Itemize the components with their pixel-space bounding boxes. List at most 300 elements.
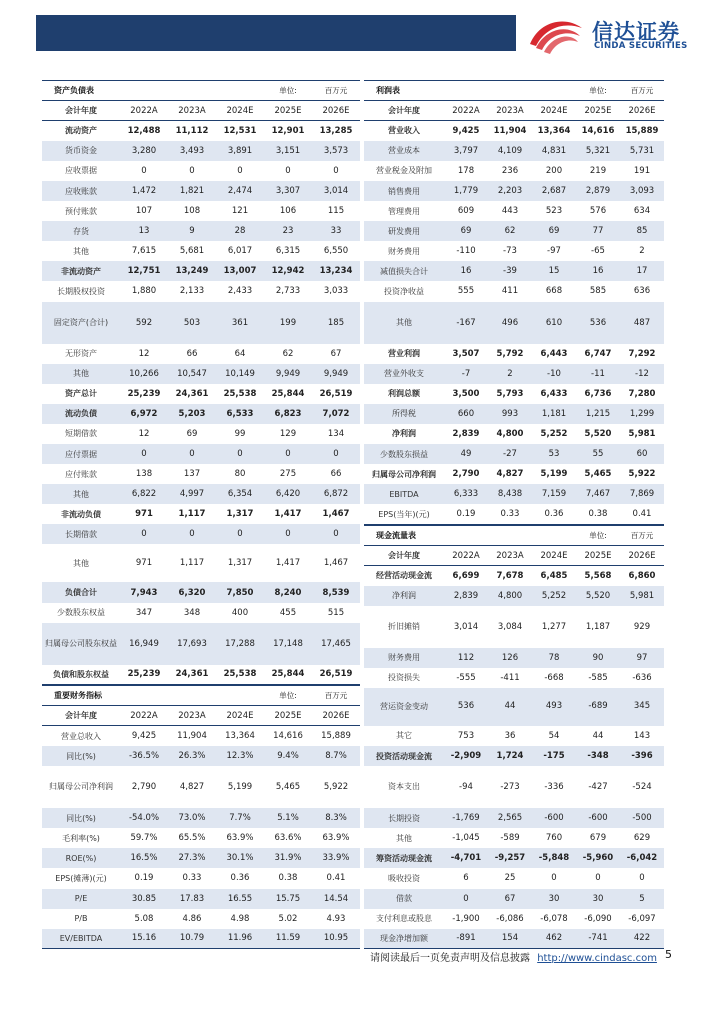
value-cell: -27	[488, 444, 532, 464]
value-cell: 5.08	[134, 913, 154, 924]
value-cell: 55	[576, 444, 620, 464]
value-cell: -689	[576, 688, 620, 726]
header-cell: 2026E	[620, 545, 664, 565]
row-label: 营业成本	[364, 141, 444, 161]
value-cell: 200	[545, 165, 563, 176]
value-cell: 63.9%	[226, 833, 254, 844]
header-cell: 2022A	[444, 545, 488, 565]
row-label: 长期投资	[364, 808, 444, 828]
value-cell: 10,266	[120, 364, 168, 384]
table-row	[364, 241, 664, 261]
value-cell: 576	[589, 206, 607, 217]
value-cell: 585	[589, 286, 607, 297]
value-cell: 1,317	[226, 509, 254, 520]
value-cell: 13	[120, 221, 168, 241]
value-cell: 275	[279, 469, 297, 480]
value-cell: 12,942	[264, 261, 312, 281]
table-row	[364, 384, 664, 404]
header-cell: 2024E	[216, 101, 264, 121]
value-cell: 11,112	[175, 125, 209, 136]
value-cell: -1,769	[444, 808, 488, 828]
value-cell: 5	[620, 889, 664, 909]
value-cell: 12	[138, 348, 150, 359]
value-cell: 4,109	[488, 141, 532, 161]
value-cell: 4,800	[488, 586, 532, 606]
row-label: 资产总计	[65, 389, 97, 399]
value-cell: 760	[545, 833, 563, 844]
table-row	[364, 424, 664, 444]
value-cell: 137	[183, 469, 201, 480]
row-label: 其他	[73, 558, 89, 568]
value-cell: 5,568	[584, 570, 612, 581]
header-cell: 2024E	[532, 101, 576, 121]
value-cell: 2,474	[216, 181, 264, 201]
value-cell: 345	[620, 688, 664, 726]
value-cell: 0	[216, 444, 264, 464]
row-label: 应收账款	[42, 181, 120, 201]
cash-flow-unit-label: 单位:	[576, 525, 620, 545]
value-cell: 2,733	[275, 286, 301, 297]
value-cell: 3,280	[120, 141, 168, 161]
value-cell: 63.9%	[322, 833, 350, 844]
value-cell: -396	[620, 746, 664, 766]
row-label: 净利润	[364, 586, 444, 606]
value-cell: 67	[488, 889, 532, 909]
table-row	[364, 766, 664, 808]
value-cell: 14.54	[312, 889, 360, 909]
row-label: 营业收入	[388, 126, 420, 136]
table-row	[364, 281, 664, 301]
value-cell: 1,117	[178, 509, 206, 520]
table-row	[364, 261, 664, 281]
value-cell: 2	[639, 246, 645, 257]
row-label: 折旧摊销	[388, 621, 420, 631]
value-cell: 6,747	[584, 348, 612, 359]
table-row	[42, 665, 360, 685]
value-cell: 3,573	[312, 141, 360, 161]
value-cell: -39	[488, 261, 532, 281]
value-cell: 634	[633, 206, 651, 217]
value-cell: 400	[231, 607, 249, 618]
right-column	[364, 80, 664, 949]
value-cell: -589	[500, 833, 520, 844]
value-cell: 44	[592, 730, 604, 741]
key-metrics-body	[42, 726, 360, 949]
value-cell: 5,922	[323, 782, 349, 793]
value-cell: 679	[589, 833, 607, 844]
value-cell: 85	[620, 221, 664, 241]
value-cell: 3,500	[452, 388, 480, 399]
table-row	[364, 566, 664, 586]
value-cell: 5.1%	[264, 808, 312, 828]
value-cell: 10.79	[168, 929, 216, 949]
value-cell: 6,822	[120, 484, 168, 504]
value-cell: 5,792	[496, 348, 524, 359]
value-cell: 66	[330, 469, 342, 480]
value-cell: -1,900	[452, 913, 480, 924]
value-cell: 11,904	[177, 731, 207, 742]
row-label: 投资活动现金流	[364, 746, 444, 766]
value-cell: -524	[632, 782, 652, 793]
table-row	[42, 404, 360, 424]
header-cell: 2022A	[444, 101, 488, 121]
value-cell: 99	[234, 428, 246, 439]
value-cell: -5,960	[576, 848, 620, 868]
value-cell: -6,097	[628, 913, 656, 924]
value-cell: 4.86	[182, 913, 202, 924]
value-cell: 33	[312, 221, 360, 241]
value-cell: 9,425	[131, 731, 157, 742]
value-cell: 4,800	[496, 428, 524, 439]
value-cell: 25,844	[264, 665, 312, 685]
row-label: 少数股东权益	[57, 608, 105, 618]
table-row	[364, 364, 664, 384]
value-cell: 1,472	[120, 181, 168, 201]
table-row	[364, 828, 664, 848]
value-cell: 4,997	[168, 484, 216, 504]
value-cell: 63.6%	[274, 833, 302, 844]
value-cell: -411	[500, 672, 520, 683]
income-statement-header-row	[364, 101, 664, 121]
table-row	[364, 688, 664, 726]
value-cell: -500	[620, 808, 664, 828]
value-cell: 2,433	[227, 286, 253, 297]
value-cell: 6,333	[444, 484, 488, 504]
value-cell: 0	[285, 165, 291, 176]
row-label: EPS(当年)(元)	[364, 504, 444, 524]
value-cell: 4,831	[532, 141, 576, 161]
value-cell: 3,084	[497, 621, 523, 632]
footer-url-link[interactable]: http://www.cindasc.com	[537, 953, 657, 964]
row-label: 管理费用	[388, 206, 420, 216]
value-cell: 13,007	[216, 261, 264, 281]
value-cell: 77	[576, 221, 620, 241]
value-cell: 33.9%	[312, 848, 360, 868]
value-cell: 0	[120, 524, 168, 544]
cash-flow-table	[364, 525, 664, 949]
value-cell: -2,909	[444, 746, 488, 766]
value-cell: 487	[620, 302, 664, 344]
value-cell: 0	[312, 524, 360, 544]
value-cell: 3,014	[453, 621, 479, 632]
value-cell: 11.59	[264, 929, 312, 949]
row-label: 同比(%)	[42, 808, 120, 828]
value-cell: 73.0%	[168, 808, 216, 828]
value-cell: 154	[488, 929, 532, 949]
table-row	[42, 808, 360, 828]
value-cell: 12,901	[271, 125, 305, 136]
value-cell: -73	[503, 246, 517, 257]
value-cell: 6,354	[216, 484, 264, 504]
value-cell: -600	[576, 808, 620, 828]
value-cell: 12,488	[127, 125, 161, 136]
table-row	[42, 603, 360, 623]
cash-flow-body	[364, 566, 664, 949]
value-cell: 660	[444, 404, 488, 424]
table-row	[364, 668, 664, 688]
header-cell: 2022A	[120, 101, 168, 121]
row-label: 投资净收益	[384, 286, 424, 296]
row-label: 投资损失	[388, 673, 420, 683]
value-cell: 668	[545, 286, 563, 297]
value-cell: 609	[457, 206, 475, 217]
value-cell: 993	[488, 404, 532, 424]
value-cell: 62	[488, 221, 532, 241]
value-cell: 16.5%	[120, 848, 168, 868]
value-cell: 15,889	[625, 125, 659, 136]
value-cell: 523	[545, 206, 563, 217]
value-cell: 5,203	[168, 404, 216, 424]
value-cell: 13,364	[225, 731, 255, 742]
value-cell: 3,307	[264, 181, 312, 201]
cinda-logo-icon	[526, 14, 584, 54]
row-label: 营业利润	[388, 349, 420, 359]
value-cell: -427	[588, 782, 608, 793]
value-cell: 16	[444, 261, 488, 281]
value-cell: 9,949	[264, 364, 312, 384]
value-cell: 14,616	[581, 125, 615, 136]
value-cell: 1,117	[179, 557, 205, 568]
value-cell: 49	[444, 444, 488, 464]
header-cell: 2023A	[168, 101, 216, 121]
value-cell: 1,417	[275, 557, 301, 568]
table-row	[42, 201, 360, 221]
row-label: 应收票据	[65, 166, 97, 176]
row-label: 营运资金变动	[364, 688, 444, 726]
table-row	[42, 344, 360, 364]
value-cell: 636	[633, 286, 651, 297]
row-label: 利润总额	[388, 389, 420, 399]
value-cell: 462	[532, 929, 576, 949]
value-cell: 536	[576, 302, 620, 344]
value-cell: 555	[457, 286, 475, 297]
value-cell: 0.41	[620, 504, 664, 524]
value-cell: 60	[620, 444, 664, 464]
key-metrics-header-row	[42, 706, 360, 726]
value-cell: -6,042	[620, 848, 664, 868]
row-label: 其它	[396, 731, 412, 741]
value-cell: 65.5%	[178, 833, 206, 844]
value-cell: 14,616	[273, 731, 303, 742]
table-row	[42, 524, 360, 544]
value-cell: 7,292	[628, 348, 656, 359]
value-cell: 3,891	[216, 141, 264, 161]
table-row	[42, 889, 360, 909]
table-row	[364, 484, 664, 504]
value-cell: 8,539	[312, 582, 360, 602]
value-cell: 0	[237, 165, 243, 176]
row-label: 资本支出	[388, 782, 420, 792]
cash-flow-unit-value: 百万元	[620, 525, 664, 545]
value-cell: 2,790	[131, 782, 157, 793]
cash-flow-title: 现金流量表	[364, 525, 532, 545]
value-cell: 12,751	[120, 261, 168, 281]
value-cell: 4.98	[230, 913, 250, 924]
value-cell: 6,017	[227, 246, 253, 257]
value-cell: 5,922	[628, 469, 656, 480]
value-cell: -36.5%	[120, 746, 168, 766]
row-label: 营业税金及附加	[376, 166, 432, 176]
value-cell: 0	[189, 165, 195, 176]
table-row	[42, 444, 360, 464]
table-row	[364, 302, 664, 344]
value-cell: 59.7%	[130, 833, 158, 844]
value-cell: 129	[279, 428, 297, 439]
header-cell: 会计年度	[364, 101, 444, 121]
value-cell: 13,285	[319, 125, 353, 136]
value-cell: 115	[327, 206, 345, 217]
value-cell: 0	[444, 889, 488, 909]
value-cell: 13,364	[537, 125, 571, 136]
value-cell: 0	[639, 873, 645, 884]
value-cell: 5,681	[179, 246, 205, 257]
value-cell: 25,538	[216, 665, 264, 685]
table-row	[364, 201, 664, 221]
value-cell: 9.4%	[264, 746, 312, 766]
value-cell: 1,187	[585, 621, 611, 632]
table-row	[42, 121, 360, 141]
value-cell: 0	[312, 444, 360, 464]
row-label: 货币资金	[42, 141, 120, 161]
value-cell: 54	[548, 730, 560, 741]
row-label: P/E	[42, 889, 120, 909]
value-cell: 629	[633, 833, 651, 844]
row-label: 其他	[42, 364, 120, 384]
value-cell: 236	[501, 165, 519, 176]
value-cell: 17,693	[168, 623, 216, 665]
balance-sheet-title: 资产负债表	[42, 81, 216, 101]
value-cell: 0.38	[278, 873, 298, 884]
value-cell: 753	[457, 730, 475, 741]
row-label: 短期借款	[65, 429, 97, 439]
value-cell: 6,872	[312, 484, 360, 504]
value-cell: 0	[595, 873, 601, 884]
value-cell: 6,823	[264, 404, 312, 424]
value-cell: 5,981	[628, 428, 656, 439]
income-statement-title: 利润表	[364, 81, 532, 101]
table-row	[42, 746, 360, 766]
value-cell: 1,181	[532, 404, 576, 424]
balance-sheet-unit-label: 单位:	[264, 81, 312, 101]
header-cell: 2024E	[532, 545, 576, 565]
value-cell: 5,252	[540, 428, 568, 439]
row-label: 负债和股东权益	[42, 665, 120, 685]
value-cell: 15.75	[264, 889, 312, 909]
row-label: 归属母公司股东权益	[42, 623, 120, 665]
value-cell: 5,731	[620, 141, 664, 161]
value-cell: 6,420	[264, 484, 312, 504]
value-cell: 5,793	[496, 388, 524, 399]
value-cell: 5,465	[275, 782, 301, 793]
balance-sheet-body	[42, 121, 360, 685]
value-cell: 69	[186, 428, 198, 439]
value-cell: -167	[444, 302, 488, 344]
value-cell: 5,321	[576, 141, 620, 161]
row-label: 营业外收支	[364, 364, 444, 384]
table-row	[364, 868, 664, 888]
table-row	[364, 808, 664, 828]
header-band	[36, 15, 516, 51]
row-label: P/B	[74, 914, 88, 924]
value-cell: 17	[620, 261, 664, 281]
value-cell: 4.93	[326, 913, 346, 924]
value-cell: 6,533	[216, 404, 264, 424]
value-cell: 15,889	[321, 731, 351, 742]
value-cell: 929	[633, 621, 651, 632]
value-cell: 6	[463, 873, 469, 884]
value-cell: 515	[327, 607, 345, 618]
page-number: 5	[665, 948, 672, 961]
value-cell: 443	[501, 206, 519, 217]
value-cell: -6,078	[540, 913, 568, 924]
value-cell: 503	[168, 302, 216, 344]
value-cell: 7,615	[131, 246, 157, 257]
row-label: 所得税	[364, 404, 444, 424]
value-cell: -5,848	[532, 848, 576, 868]
table-row	[364, 929, 664, 949]
value-cell: -6,086	[496, 913, 524, 924]
value-cell: -348	[576, 746, 620, 766]
table-row	[364, 404, 664, 424]
value-cell: 25,239	[127, 388, 161, 399]
income-statement-table	[364, 80, 664, 525]
value-cell: 1,880	[131, 286, 157, 297]
value-cell: 2,565	[488, 808, 532, 828]
value-cell: 36	[504, 730, 516, 741]
header-cell: 2026E	[620, 101, 664, 121]
value-cell: 23	[264, 221, 312, 241]
income-statement-title-row	[364, 81, 664, 101]
value-cell: 9,949	[312, 364, 360, 384]
table-row	[364, 344, 664, 364]
value-cell: 8.7%	[312, 746, 360, 766]
table-row	[364, 221, 664, 241]
table-row	[42, 582, 360, 602]
value-cell: 6,972	[120, 404, 168, 424]
row-label: 现金净增加额	[364, 929, 444, 949]
table-row	[364, 586, 664, 606]
value-cell: 6,699	[452, 570, 480, 581]
value-cell: 7,280	[628, 388, 656, 399]
value-cell: -10	[532, 364, 576, 384]
value-cell: 10,149	[216, 364, 264, 384]
value-cell: 0.33	[182, 873, 202, 884]
value-cell: 5.02	[278, 913, 298, 924]
value-cell: -4,701	[444, 848, 488, 868]
value-cell: 5,252	[532, 586, 576, 606]
value-cell: 0	[551, 873, 557, 884]
table-row	[42, 181, 360, 201]
value-cell: -555	[456, 672, 476, 683]
row-label: 应付票据	[42, 444, 120, 464]
value-cell: 0.19	[134, 873, 154, 884]
table-row	[364, 909, 664, 929]
value-cell: 97	[620, 648, 664, 668]
value-cell: 25,538	[223, 388, 257, 399]
income-statement-unit-value: 百万元	[620, 81, 664, 101]
table-row	[42, 281, 360, 301]
table-row	[364, 848, 664, 868]
table-row	[364, 648, 664, 668]
row-label: 筹资活动现金流	[364, 848, 444, 868]
value-cell: 30.1%	[216, 848, 264, 868]
table-row	[42, 364, 360, 384]
balance-sheet-title-row	[42, 81, 360, 101]
footer-disclaimer	[370, 949, 657, 964]
value-cell: 347	[135, 607, 153, 618]
value-cell: 1,299	[620, 404, 664, 424]
key-metrics-unit-value: 百万元	[312, 686, 360, 706]
